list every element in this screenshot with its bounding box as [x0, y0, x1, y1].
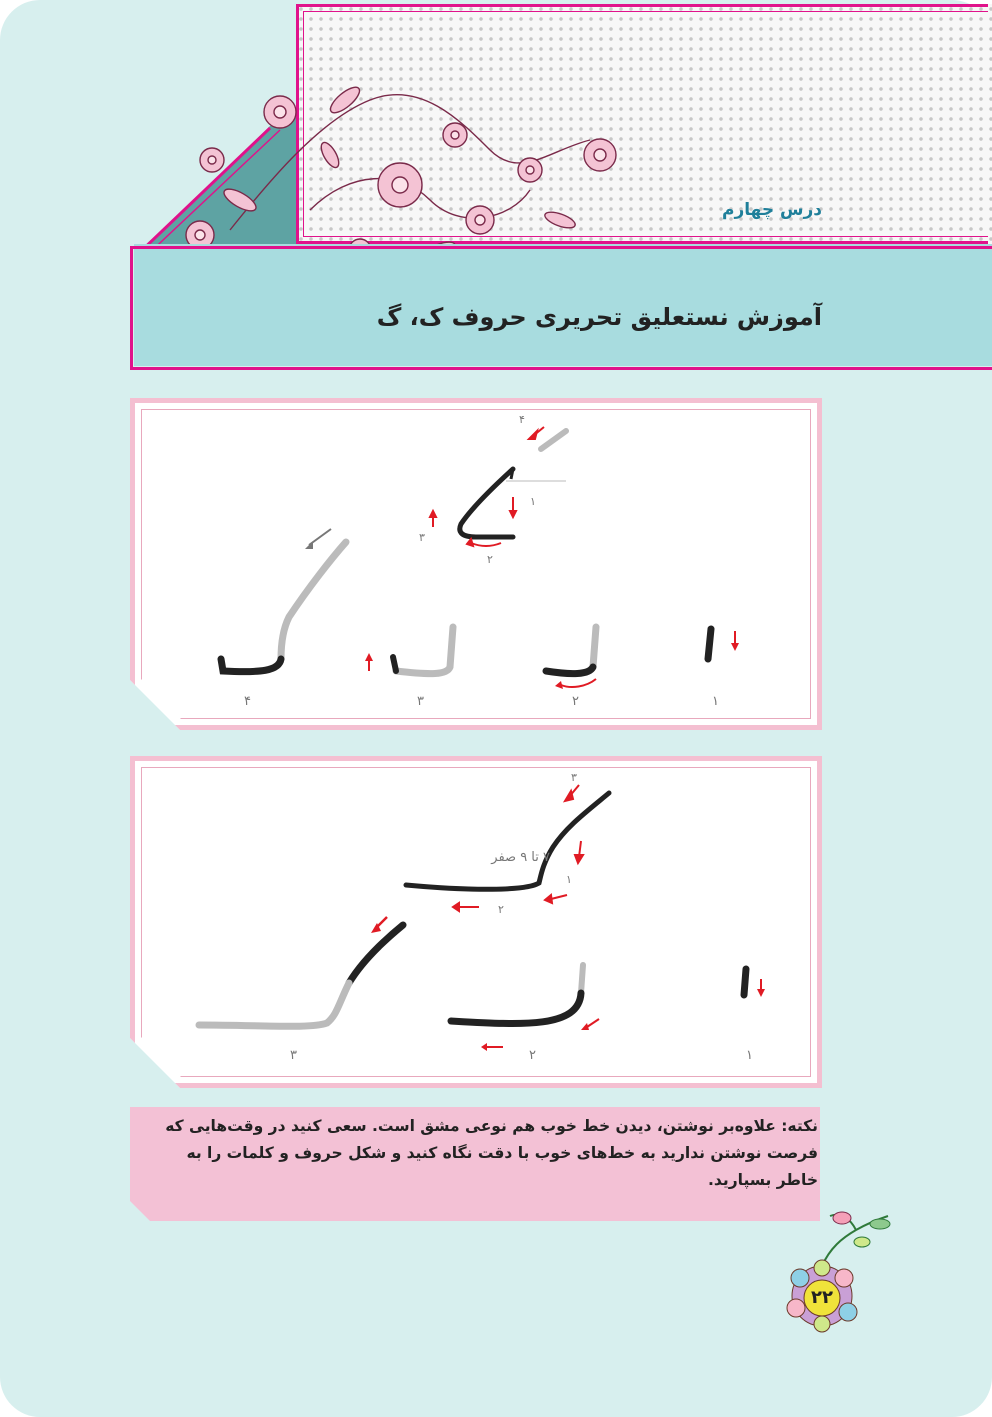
box1-step-1-alef: [708, 629, 739, 659]
box1-step-4-kaf: [221, 529, 346, 672]
stroke-number: ۲: [487, 553, 493, 566]
box2-step-3-kaf: [199, 917, 403, 1026]
lesson-label: درس چهارم: [722, 200, 822, 220]
stroke-number: ۱: [566, 873, 572, 886]
stroke-number: ۱: [530, 495, 536, 508]
step-number: ۳: [417, 694, 424, 709]
step-number: ۳: [290, 1048, 297, 1063]
step-number: ۲: [529, 1048, 536, 1063]
stroke-number: ۳: [571, 771, 577, 784]
step-number: ۱: [712, 694, 719, 709]
box1-step-3-stroke: [365, 627, 453, 674]
box2-step-1-alef: [744, 969, 765, 997]
box2-letter-drawings: [141, 767, 811, 1077]
stroke-number: ۴: [519, 413, 525, 426]
box1-step-2-stroke: [546, 627, 596, 689]
box2-step-2-stroke: [451, 965, 599, 1051]
box1-top-kaf: [419, 413, 566, 566]
step-number: ۱: [746, 1048, 753, 1063]
box2-top-kaf: [406, 771, 609, 916]
stroke-number: ۲: [498, 903, 504, 916]
step-number: ۲: [572, 694, 579, 709]
box1-letter-drawings: [141, 409, 811, 719]
step-number: ۴: [244, 694, 251, 709]
note-text: نکته: علاوه‌بر نوشتن، دیدن خط خوب هم نوعی مشق است. سعی کنید در وقت‌هایی که فرصت نوشتن ندارید به خط‌های خوب با دقت نگاه کنید و شکل حروف و کلمات را به خاطر بسپارید.: [165, 1117, 818, 1189]
page-number-ornament: [770, 1208, 900, 1338]
page-number: ۲۲: [811, 1287, 833, 1308]
stroke-number: ۳: [419, 531, 425, 544]
annotation-label: ۷ تا ۹ صفر: [491, 850, 550, 865]
page-title: آموزش نستعلیق تحریری حروف ک، گ: [376, 303, 822, 331]
